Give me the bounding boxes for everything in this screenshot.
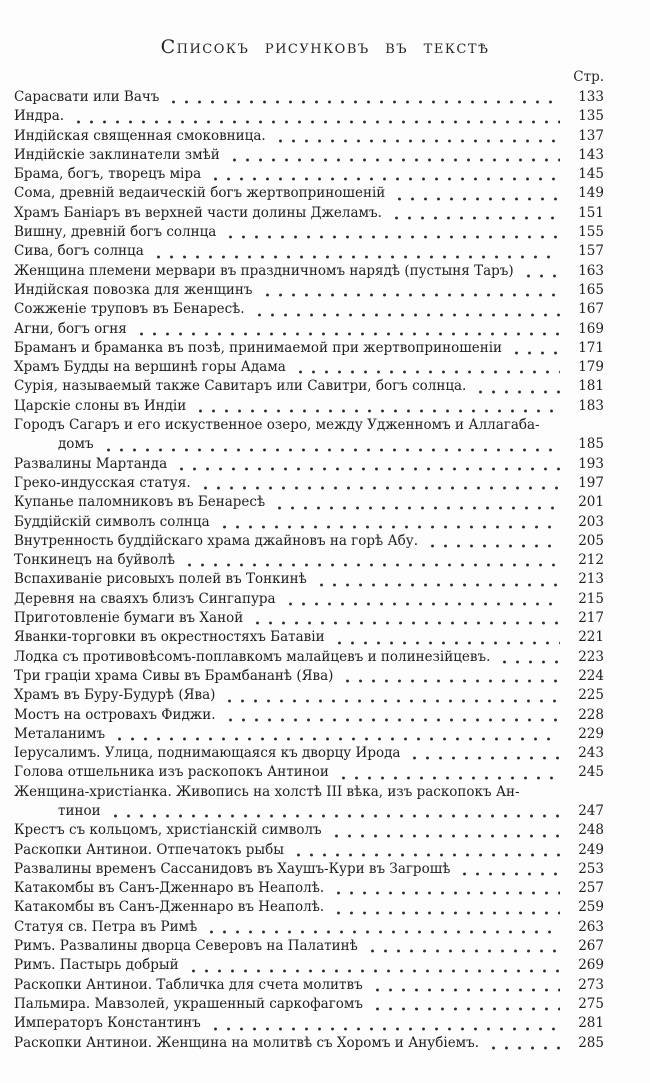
dotted-leader [333, 641, 560, 645]
toc-row [14, 339, 604, 358]
toc-row [14, 937, 604, 956]
dotted-leader [209, 177, 560, 181]
entry-title: Храмъ въ Буру-Будурѣ (Ява) [14, 687, 216, 704]
toc-row [14, 107, 604, 126]
dotted-leader [426, 544, 560, 548]
page-number: 249 [578, 841, 604, 858]
entry-title: Крестъ съ кольцомъ, христіанскій символъ [14, 822, 322, 839]
toc-row [14, 262, 604, 281]
page-number: 213 [578, 571, 604, 588]
page-number: 185 [578, 436, 604, 453]
page-number: 229 [578, 725, 604, 742]
toc-row [14, 956, 604, 975]
dotted-leader [187, 969, 560, 973]
dotted-leader [261, 293, 561, 297]
dotted-leader [292, 853, 560, 857]
page-number: 151 [578, 204, 604, 221]
toc-list [14, 88, 604, 1053]
toc-row [14, 377, 604, 396]
toc-row [14, 667, 604, 686]
page-number: 157 [578, 243, 604, 260]
toc-row [14, 648, 604, 667]
toc-row [14, 628, 604, 647]
entry-title: Мостъ на островахъ Фиджи. [14, 706, 216, 723]
toc-row [14, 1034, 604, 1053]
toc-row [14, 397, 604, 416]
dotted-leader [408, 756, 560, 760]
entry-title: Сарасвати или Вачъ [14, 89, 160, 105]
toc-row [14, 88, 604, 107]
entry-title: Буддійскій символъ солнца [14, 513, 210, 530]
dotted-leader [522, 274, 560, 278]
entry-title: Сива, богъ солнца [14, 243, 144, 260]
dotted-leader [366, 949, 560, 953]
entry-title: Храмъ Будды на вершинѣ горы Адама [14, 359, 286, 376]
page-column-header: Стр. [573, 69, 604, 85]
page-number: 181 [578, 378, 604, 395]
dotted-leader [224, 235, 560, 239]
entry-title: Три граціи храма Сивы въ Брамбананѣ (Ява) [14, 667, 334, 684]
page-number: 145 [578, 166, 604, 183]
dotted-leader [251, 621, 560, 625]
entry-title: Храмъ Баніаръ въ верхней части долины Джеламъ. [14, 204, 382, 221]
dotted-leader [474, 390, 560, 394]
toc-row [14, 763, 604, 782]
entry-title: Римъ. Развалины дворца Северовъ на Палатинѣ [14, 938, 358, 955]
page-number: 201 [578, 494, 604, 511]
page-number: 149 [578, 185, 604, 202]
toc-row [14, 435, 604, 454]
entry-title: Индійскіе заклинатели змѣй [14, 146, 220, 163]
toc-row [14, 358, 604, 377]
entry-title: Индра. [14, 108, 65, 125]
toc-row [14, 300, 604, 319]
toc-row [14, 184, 604, 203]
entry-title: Сожженіе труповъ въ Бенаресѣ. [14, 301, 245, 318]
page-number: 263 [578, 918, 604, 935]
entry-title: Женщина-христіанка. Живопись на холстѣ III вѣка, изъ раскопокъ Ан- [14, 783, 520, 800]
page-number: 215 [578, 590, 604, 607]
toc-row [14, 551, 604, 570]
entry-title: Сурія, называемый также Савитаръ или Савитри, богъ солнца. [14, 378, 467, 395]
toc-row [14, 802, 604, 821]
toc-row [14, 416, 604, 435]
page-number: 212 [578, 552, 604, 569]
page-number: 247 [578, 802, 604, 819]
entry-title: Пальмира. Мавзолей, украшенный саркофагомъ [14, 995, 363, 1012]
toc-row [14, 918, 604, 937]
dotted-leader [510, 351, 560, 355]
page-number: 155 [578, 224, 604, 241]
page-number: 223 [578, 648, 604, 665]
entry-title: Индійская повозка для женщинъ [14, 281, 253, 298]
toc-row [14, 744, 604, 763]
toc-row [14, 493, 604, 512]
page-number: 248 [578, 822, 604, 839]
toc-row [14, 783, 604, 802]
toc-row [14, 165, 604, 184]
entry-title: Индійская священная смоковница. [14, 127, 266, 144]
toc-row [14, 725, 604, 744]
dotted-leader [371, 1007, 560, 1011]
dotted-leader [332, 911, 560, 915]
dotted-leader [102, 448, 560, 452]
entry-title: Раскопки Антинои. Отпечатокъ рыбы [14, 841, 285, 858]
entry-title: тинои [58, 802, 101, 819]
entry-title: Яванки-торговки въ окрестностяхъ Батавіи [14, 629, 325, 646]
page-number: 285 [578, 1034, 604, 1051]
entry-title: Катакомбы въ Санъ-Дженнаро въ Неаполѣ. [14, 880, 325, 897]
page-number: 281 [578, 1015, 604, 1032]
entry-title: Вишну, древній богъ солнца [14, 224, 217, 241]
dotted-leader [228, 158, 560, 162]
page-number: 259 [578, 899, 604, 916]
entry-title: Лодка съ противовѣсомъ-поплавкомъ малайцевъ и полинезійцевъ. [14, 648, 491, 665]
page-number: 221 [578, 629, 604, 646]
dotted-leader [152, 255, 560, 259]
dotted-leader [315, 583, 560, 587]
toc-row [14, 995, 604, 1014]
page-number: 275 [578, 995, 604, 1012]
entry-title: Статуя св. Петра въ Римѣ [14, 918, 198, 935]
entry-title: Агни, богъ огня [14, 320, 127, 337]
toc-row [14, 706, 604, 725]
page-number: 163 [578, 262, 604, 279]
dotted-leader [498, 660, 560, 664]
entry-title: Женщина племени мервари въ праздничномъ нарядѣ (пустыня Таръ) [14, 262, 514, 279]
toc-row [14, 223, 604, 242]
page-number: 243 [578, 745, 604, 762]
page-number: 224 [578, 667, 604, 684]
page-number: 143 [578, 146, 604, 163]
page-number: 203 [578, 513, 604, 530]
entry-title: Раскопки Антинои. Женщина на молитвѣ съ Хоромъ и Анубіемъ. [14, 1034, 480, 1051]
toc-row [14, 455, 604, 474]
dotted-leader [199, 486, 560, 490]
dotted-leader [458, 872, 560, 876]
page-number: 165 [578, 281, 604, 298]
dotted-leader [341, 679, 560, 683]
toc-row [14, 474, 604, 493]
entry-title: Царскіе слоны въ Индіи [14, 397, 187, 414]
page-number: 193 [578, 455, 604, 472]
toc-row [14, 841, 604, 860]
entry-title: Іерусалимъ. Улица, поднимающаяся къ дворцу Ирода [14, 745, 401, 762]
dotted-leader [273, 506, 560, 510]
entry-title: Греко-индусская статуя. [14, 474, 191, 491]
dotted-leader [167, 100, 560, 104]
dotted-leader [135, 332, 560, 336]
dotted-leader [109, 814, 560, 818]
entry-title: Внутренность буддійскаго храма джайновъ на горѣ Абу. [14, 532, 419, 549]
dotted-leader [332, 891, 560, 895]
dotted-leader [205, 930, 560, 934]
dotted-leader [209, 1027, 560, 1031]
entry-title: Городъ Сагаръ и его искуственное озеро, между Удженномъ и Аллагаба- [14, 417, 540, 434]
toc-row [14, 204, 604, 223]
dotted-leader [224, 718, 561, 722]
toc-row [14, 590, 604, 609]
page-number: 257 [578, 880, 604, 897]
toc-row [14, 879, 604, 898]
dotted-leader [393, 197, 560, 201]
dotted-leader [175, 467, 560, 471]
dotted-leader [194, 409, 560, 413]
page-number: 137 [578, 127, 604, 144]
page-number: 267 [578, 938, 604, 955]
dotted-leader [274, 139, 560, 143]
page-number: 135 [578, 108, 604, 125]
dotted-leader [284, 602, 560, 606]
dotted-leader [390, 216, 560, 220]
entry-title: Сома, древній ведаическій богъ жертвоприношеній [14, 185, 386, 202]
dotted-leader [487, 1046, 560, 1050]
toc-row [14, 127, 604, 146]
entry-title: Развалины Мартанда [14, 455, 168, 472]
entry-title: Приготовленіе бумаги въ Ханой [14, 610, 244, 627]
page-number: 225 [578, 687, 604, 704]
dotted-leader [253, 313, 560, 317]
entry-title: Голова отшельника изъ раскопокъ Антинои [14, 764, 329, 781]
page-number: 171 [578, 339, 604, 356]
toc-row [14, 686, 604, 705]
entry-title: Брама, богъ, творецъ міра [14, 166, 202, 183]
entry-title: Вспахиваніе рисовыхъ полей въ Тонкинѣ [14, 571, 307, 588]
entry-title: Браманъ и браманка въ позѣ, принимаемой при жертвоприношеніи [14, 339, 503, 356]
toc-row [14, 898, 604, 917]
toc-row [14, 242, 604, 261]
toc-row [14, 570, 604, 589]
entry-title: домъ [58, 436, 94, 453]
entry-title: Тонкинецъ на буйволѣ [14, 552, 175, 569]
dotted-leader [183, 563, 560, 567]
dotted-leader [218, 525, 560, 529]
page-number: 167 [578, 301, 604, 318]
entry-title: Купанье паломниковъ въ Бенаресѣ [14, 494, 266, 511]
page-title: Списокъ рисунковъ въ текстѣ [160, 36, 490, 58]
entry-title: Римъ. Пастырь добрый [14, 957, 179, 974]
toc-row [14, 609, 604, 628]
toc-row [14, 281, 604, 300]
page-number: 228 [578, 706, 604, 723]
toc-row [14, 860, 604, 879]
page-number: 217 [578, 610, 604, 627]
page-number: 253 [578, 860, 604, 877]
dotted-leader [371, 988, 560, 992]
dotted-leader [223, 699, 560, 703]
page-number: 183 [578, 397, 604, 414]
dotted-leader [330, 834, 560, 838]
dotted-leader [72, 120, 560, 124]
toc-row [14, 1014, 604, 1033]
toc-row [14, 146, 604, 165]
toc-row [14, 821, 604, 840]
entry-title: Катакомбы въ Санъ-Дженнаро въ Неаполѣ. [14, 899, 325, 916]
dotted-leader [294, 370, 560, 374]
page-number: 205 [578, 532, 604, 549]
entry-title: Развалины временъ Сассанидовъ въ Хаушъ-Кури въ Загрошѣ [14, 860, 451, 877]
entry-title: Раскопки Антинои. Табличка для счета молитвъ [14, 976, 363, 993]
toc-row [14, 976, 604, 995]
dotted-leader [113, 737, 560, 741]
toc-row [14, 320, 604, 339]
toc-row [14, 513, 604, 532]
entry-title: Деревня на сваяхъ близъ Сингапура [14, 590, 276, 607]
page-number: 269 [578, 957, 604, 974]
entry-title: Императоръ Константинъ [14, 1015, 201, 1032]
page-number: 169 [578, 320, 604, 337]
page-number: 179 [578, 359, 604, 376]
page-number: 197 [578, 474, 604, 491]
page-number: 245 [578, 764, 604, 781]
dotted-leader [337, 776, 560, 780]
toc-row [14, 532, 604, 551]
entry-title: Металанимъ [14, 725, 106, 742]
page-number: 273 [578, 976, 604, 993]
page-number: 133 [578, 89, 604, 105]
